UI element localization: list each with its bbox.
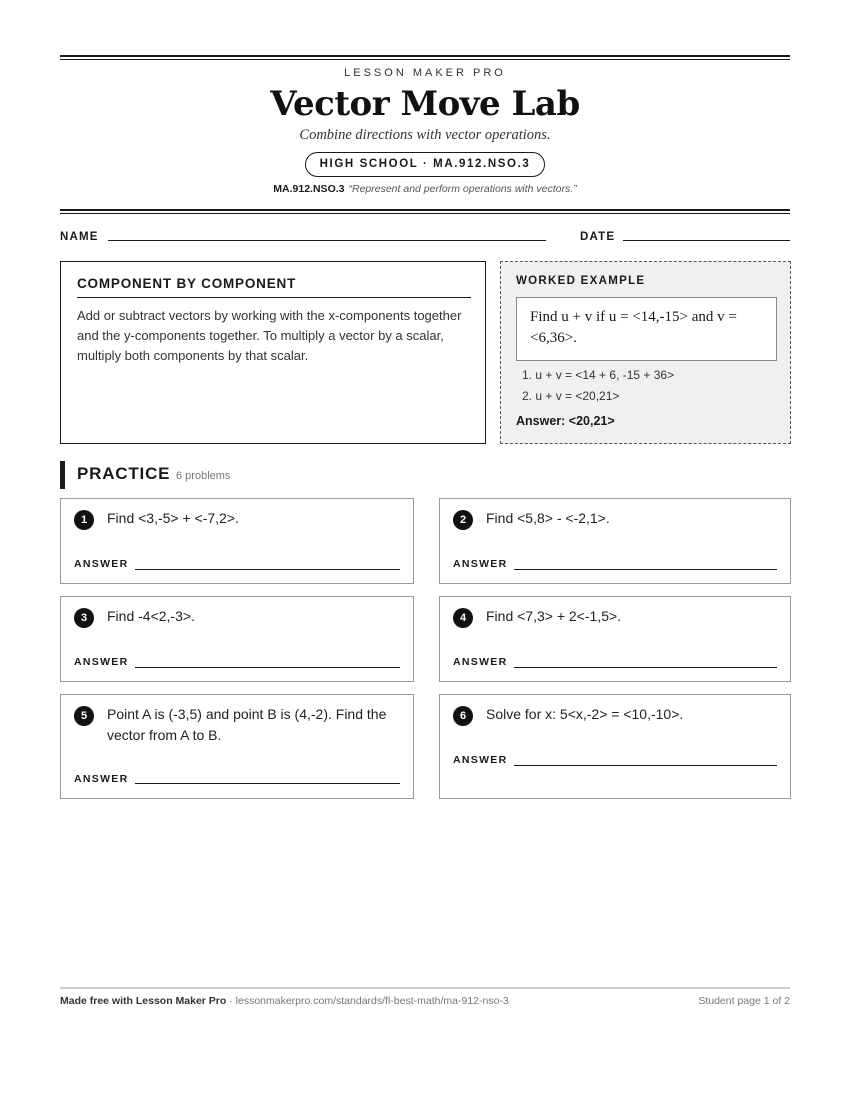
practice-title: PRACTICE xyxy=(77,464,171,483)
date-field[interactable] xyxy=(623,240,790,241)
practice-count: 6 problems xyxy=(176,470,231,482)
answer-label: ANSWER xyxy=(453,754,508,766)
answer-field[interactable] xyxy=(135,667,400,668)
worked-example-label: WORKED EXAMPLE xyxy=(516,275,646,287)
problem-card-1 xyxy=(60,498,414,584)
practice-accent-bar xyxy=(60,461,65,489)
answer-field[interactable] xyxy=(135,783,400,784)
footer-page-number: Student page 1 of 2 xyxy=(698,995,790,1007)
page-subtitle: Combine directions with vector operations. xyxy=(299,127,551,143)
problem-card-3 xyxy=(60,596,414,682)
problem-text: Point A is (-3,5) and point B is (4,-2). Find the vector from A to B. xyxy=(107,706,387,743)
problem-number-badge: 5 xyxy=(74,706,94,726)
footer-made-with: Made free with Lesson Maker Pro xyxy=(60,995,227,1007)
problem-number-badge: 1 xyxy=(74,510,94,530)
problem-text: Find <3,-5> + <-7,2>. xyxy=(107,510,239,526)
problem-card-2 xyxy=(439,498,791,584)
footer-rule xyxy=(60,987,790,989)
worked-example-step: 1. u + v = <14 + 6, -15 + 36> xyxy=(522,368,675,382)
problem-text: Find <7,3> + 2<-1,5>. xyxy=(486,608,622,624)
top-double-rule xyxy=(60,55,790,60)
problem-card-4 xyxy=(439,596,791,682)
problem-card-6 xyxy=(439,694,791,799)
concept-title: COMPONENT BY COMPONENT xyxy=(77,276,471,298)
concept-body: Add or subtract vectors by working with the x-components together and the y-components together. To multiply a vector by a scalar, multiply both components by that scalar. xyxy=(77,308,462,363)
answer-field[interactable] xyxy=(514,765,777,766)
answer-field[interactable] xyxy=(514,569,777,570)
answer-label: ANSWER xyxy=(74,558,129,570)
problem-number-badge: 2 xyxy=(453,510,473,530)
footer-url[interactable]: · lessonmakerpro.com/standards/fl-best-math/ma-912-nso-3 xyxy=(226,995,509,1007)
answer-field[interactable] xyxy=(514,667,777,668)
date-label: DATE xyxy=(580,231,616,243)
problem-card-5 xyxy=(60,694,414,799)
mid-double-rule xyxy=(60,209,790,214)
concept-box xyxy=(60,261,486,444)
worked-example-problem: Find u + v if u = <14,-15> and v = <6,36>. xyxy=(516,297,777,361)
worked-example-step: 2. u + v = <20,21> xyxy=(522,389,620,403)
worked-example-answer: Answer: <20,21> xyxy=(516,414,615,428)
answer-label: ANSWER xyxy=(453,656,508,668)
standard-quote: “Represent and perform operations with vectors.” xyxy=(348,183,577,195)
problem-text: Find <5,8> - <-2,1>. xyxy=(486,510,610,526)
answer-field[interactable] xyxy=(135,569,400,570)
footer-credit xyxy=(60,995,509,1007)
page-title: Vector Move Lab xyxy=(270,84,580,124)
problem-number-badge: 6 xyxy=(453,706,473,726)
name-label: NAME xyxy=(60,231,99,243)
name-field[interactable] xyxy=(108,240,546,241)
answer-label: ANSWER xyxy=(74,656,129,668)
problem-text: Find -4<2,-3>. xyxy=(107,608,195,624)
answer-label: ANSWER xyxy=(453,558,508,570)
brand-name: LESSON MAKER PRO xyxy=(344,67,506,79)
problem-number-badge: 3 xyxy=(74,608,94,628)
problem-text: Solve for x: 5<x,-2> = <10,-10>. xyxy=(486,706,684,722)
level-badge: HIGH SCHOOL · MA.912.NSO.3 xyxy=(305,152,545,177)
standard-line xyxy=(0,183,850,195)
problem-number-badge: 4 xyxy=(453,608,473,628)
standard-code: MA.912.NSO.3 xyxy=(273,183,345,195)
answer-label: ANSWER xyxy=(74,773,129,785)
worked-example-box xyxy=(500,261,791,444)
